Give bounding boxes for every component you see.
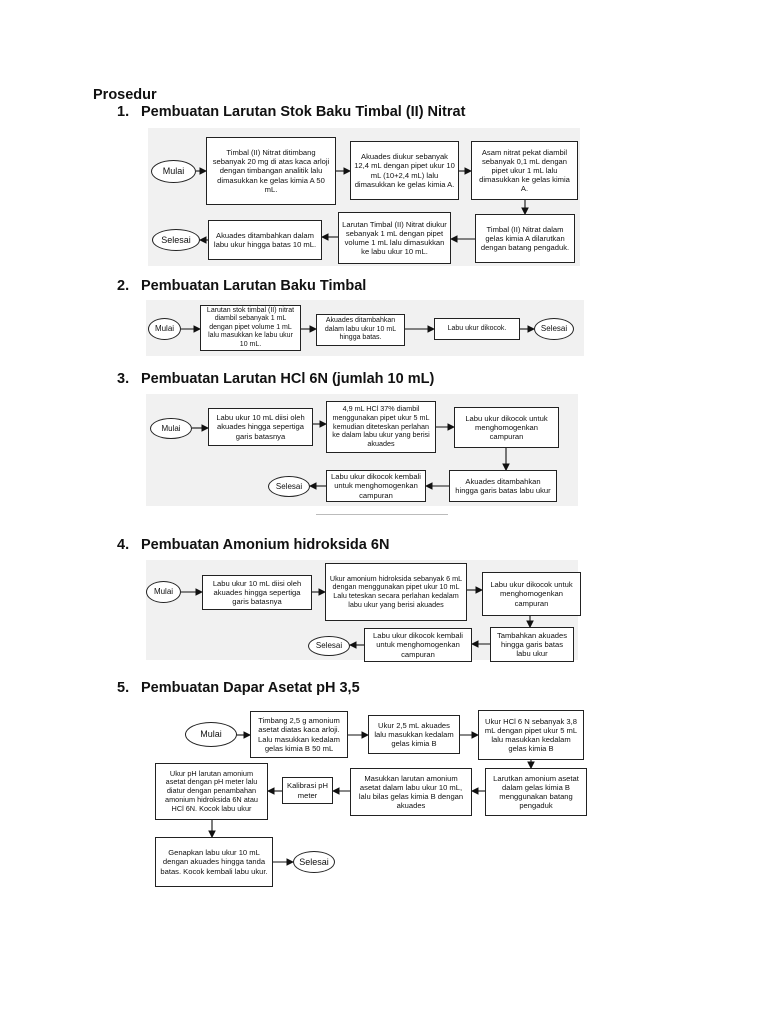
start-terminal: Mulai [146,581,181,603]
process-step: Masukkan larutan amonium asetat dalam labu ukur 10 mL, lalu bilas gelas kimia B dengan akuades [350,768,472,816]
start-terminal: Mulai [148,318,181,340]
process-step: Ukur pH larutan amonium asetat dengan pH meter lalu diatur dengan penambahan amonium hidroksida 6N atau HCl 6N. Kocok labu ukur [155,763,268,820]
section-title: Pembuatan Dapar Asetat pH 3,5 [141,680,360,696]
end-terminal: Selesai [308,636,350,656]
process-step: Labu ukur dikocok untuk menghomogenkan campuran [482,572,581,616]
process-step: Genapkan labu ukur 10 mL dengan akuades hingga tanda batas. Kocok kembali labu ukur. [155,837,273,887]
section-number: 4. [117,537,130,553]
process-step: Labu ukur 10 mL diisi oleh akuades hingga sepertiga garis batasnya [208,408,313,446]
process-step: Labu ukur 10 mL diisi oleh akuades hingga sepertiga garis batasnya [202,575,312,610]
process-step: Kalibrasi pH meter [282,777,333,804]
process-step: Tambahkan akuades hingga garis batas labu ukur [490,627,574,662]
section-number: 2. [117,278,130,294]
process-step: Labu ukur dikocok untuk menghomogenkan campuran [454,407,559,448]
section-title: Pembuatan Larutan Baku Timbal [141,278,367,294]
process-step: Labu ukur dikocok kembali untuk menghomogenkan campuran [364,628,472,662]
process-step: Larutkan amonium asetat dalam gelas kimia B menggunakan batang pengaduk [485,768,587,816]
start-terminal: Mulai [150,418,192,439]
process-step: Ukur 2,5 mL akuades lalu masukkan kedalam gelas kimia B [368,715,460,754]
end-terminal: Selesai [534,318,574,340]
process-step: Akuades ditambahkan dalam labu ukur hingga batas 10 mL. [208,220,322,260]
process-step: Ukur HCl 6 N sebanyak 3,8 mL dengan pipet ukur 5 mL lalu masukkan kedalam gelas kimia B [478,710,584,760]
page-title: Prosedur [93,87,157,103]
process-step: Akuades diukur sebanyak 12,4 mL dengan pipet ukur 10 mL (10+2,4 mL) lalu dimasukkan ke gelas kimia A. [350,141,459,200]
process-step: Larutan Timbal (II) Nitrat diukur sebanyak 1 mL dengan pipet volume 1 mL lalu dimasukkan ke labu ukur 10 mL. [338,212,451,264]
section-number: 5. [117,680,130,696]
section-title: Pembuatan Larutan HCl 6N (jumlah 10 mL) [141,371,435,387]
end-terminal: Selesai [268,476,310,497]
process-step: Akuades ditambahkan hingga garis batas labu ukur [449,470,557,502]
section-title: Pembuatan Amonium hidroksida 6N [141,537,390,553]
section-number: 3. [117,371,130,387]
section-number: 1. [117,104,130,120]
process-step: Ukur amonium hidroksida sebanyak 6 mL dengan menggunakan pipet ukur 10 mL Lalu teteskan secara perlahan kedalam labu ukur yang berisi akuades [325,563,467,621]
process-step: Akuades ditambahkan dalam labu ukur 10 mL hingga batas. [316,314,405,346]
process-step: Timbal (II) Nitrat ditimbang sebanyak 20 mg di atas kaca arloji dengan timbangan analitik lalu dimasukkan ke gelas kimia A 50 mL. [206,137,336,205]
process-step: Labu ukur dikocok. [434,318,520,340]
start-terminal: Mulai [185,722,237,747]
end-terminal: Selesai [152,229,200,251]
process-step: Timbal (II) Nitrat dalam gelas kimia A dilarutkan dengan batang pengaduk. [475,214,575,263]
process-step: 4,9 mL HCl 37% diambil menggunakan pipet ukur 5 mL kemudian diteteskan perlahan ke dalam labu ukur yang berisi akuades [326,401,436,453]
section-title: Pembuatan Larutan Stok Baku Timbal (II) Nitrat [141,104,466,120]
process-step: Timbang 2,5 g amonium asetat diatas kaca arloji. Lalu masukkan kedalam gelas kimia B 50 mL [250,711,348,758]
process-step: Labu ukur dikocok kembali untuk menghomogenkan campuran [326,470,426,502]
end-terminal: Selesai [293,851,335,873]
process-step: Asam nitrat pekat diambil sebanyak 0,1 mL dengan pipet ukur 1 mL lalu dimasukkan ke gelas kimia A. [471,141,578,200]
process-step: Larutan stok timbal (II) nitrat diambil sebanyak 1 mL dengan pipet volume 1 mL lalu masukkan ke labu ukur 10 mL. [200,305,301,351]
start-terminal: Mulai [151,160,196,183]
